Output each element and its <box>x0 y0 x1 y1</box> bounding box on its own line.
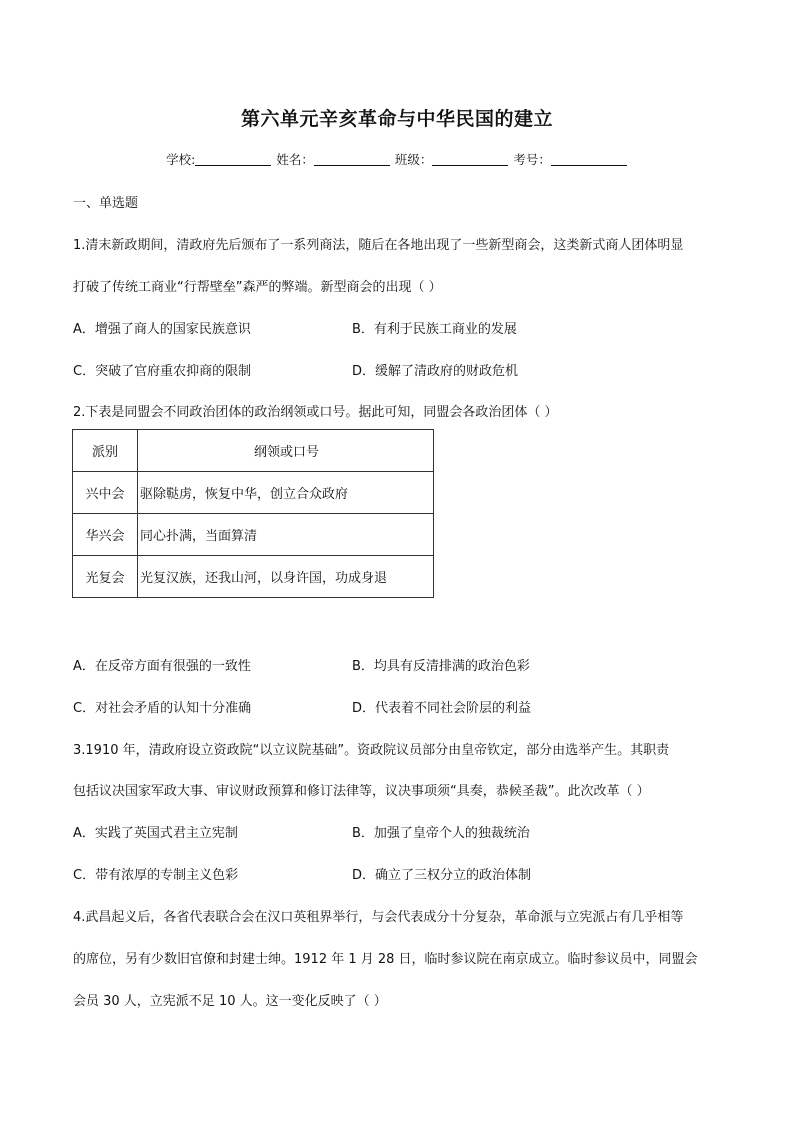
q4-stem-line: 4.武昌起义后，各省代表联合会在汉口英租界举行，与会代表成分十分复杂，革命派与立宪派占有几乎相等 <box>73 910 684 925</box>
table-cell-program: 驱除鞑虏，恢复中华，创立合众政府 <box>138 472 434 514</box>
section-heading: 一、单选题 <box>73 196 139 211</box>
school-blank[interactable] <box>195 153 271 166</box>
q3-option-b[interactable]: B．加强了皇帝个人的独裁统治 <box>352 826 530 841</box>
name-label: 姓名： <box>276 152 314 167</box>
q1-option-c[interactable]: C．突破了官府重农抑商的限制 <box>73 364 252 379</box>
class-blank[interactable] <box>432 153 508 166</box>
school-label: 学校: <box>166 152 196 167</box>
q3-option-d[interactable]: D．确立了三权分立的政治体制 <box>352 868 532 883</box>
exam-number-blank[interactable] <box>551 153 627 166</box>
q3-option-a[interactable]: A．实践了英国式君主立宪制 <box>73 826 238 841</box>
table-cell-program: 光复汉族，还我山河，以身许国，功成身退 <box>138 556 434 598</box>
table-header-faction: 派别 <box>73 430 138 472</box>
q3-option-c[interactable]: C．带有浓厚的专制主义色彩 <box>73 868 239 883</box>
q1-stem-line: 打破了传统工商业“行帮壁垒”森严的弊端。新型商会的出现（ ） <box>73 280 442 295</box>
name-blank[interactable] <box>314 153 390 166</box>
q1-option-b[interactable]: B．有利于民族工商业的发展 <box>352 322 517 337</box>
table-row <box>73 556 434 598</box>
q1-stem-line: 1.清末新政期间，清政府先后颁布了一系列商法，随后在各地出现了一些新型商会，这类新式商人团体明显 <box>73 238 684 253</box>
exam-number-label: 考号： <box>513 152 551 167</box>
q2-table <box>72 429 434 598</box>
table-cell-faction: 光复会 <box>73 556 138 598</box>
q4-stem-line: 的席位，另有少数旧官僚和封建士绅。1912 年 1 月 28 日，临时参议院在南京成立。临时参议员中，同盟会 <box>73 952 698 967</box>
class-label: 班级： <box>394 152 433 167</box>
q2-option-b[interactable]: B．均具有反清排满的政治色彩 <box>352 659 530 674</box>
q1-option-a[interactable]: A．增强了商人的国家民族意识 <box>73 322 251 337</box>
page-title: 第六单元辛亥革命与中华民国的建立 <box>240 108 553 130</box>
student-info-row <box>0 150 794 168</box>
q1-option-d[interactable]: D．缓解了清政府的财政危机 <box>352 364 519 379</box>
q2-option-d[interactable]: D．代表着不同社会阶层的利益 <box>352 701 532 716</box>
table-cell-faction: 华兴会 <box>73 514 138 556</box>
table-cell-program: 同心扑满，当面算清 <box>138 514 434 556</box>
table-header-program: 纲领或口号 <box>138 430 434 472</box>
q2-stem-line: 2.下表是同盟会不同政治团体的政治纲领或口号。据此可知，同盟会各政治团体（ ） <box>73 405 558 420</box>
table-header-row <box>73 430 434 472</box>
table-row <box>73 514 434 556</box>
table-row <box>73 472 434 514</box>
q3-stem-line: 3.1910 年，清政府设立资政院“以立议院基础”。资政院议员部分由皇帝钦定，部分由选举产生。其职责 <box>73 743 670 758</box>
q2-option-a[interactable]: A．在反帝方面有很强的一致性 <box>73 659 251 674</box>
q2-option-c[interactable]: C．对社会矛盾的认知十分准确 <box>73 701 252 716</box>
table-cell-faction: 兴中会 <box>73 472 138 514</box>
q4-stem-line: 会员 30 人，立宪派不足 10 人。这一变化反映了（ ） <box>73 994 387 1009</box>
q3-stem-line: 包括议决国家军政大事、审议财政预算和修订法律等，议决事项须“具奏，恭候圣裁”。此次改革（ ） <box>73 784 650 799</box>
